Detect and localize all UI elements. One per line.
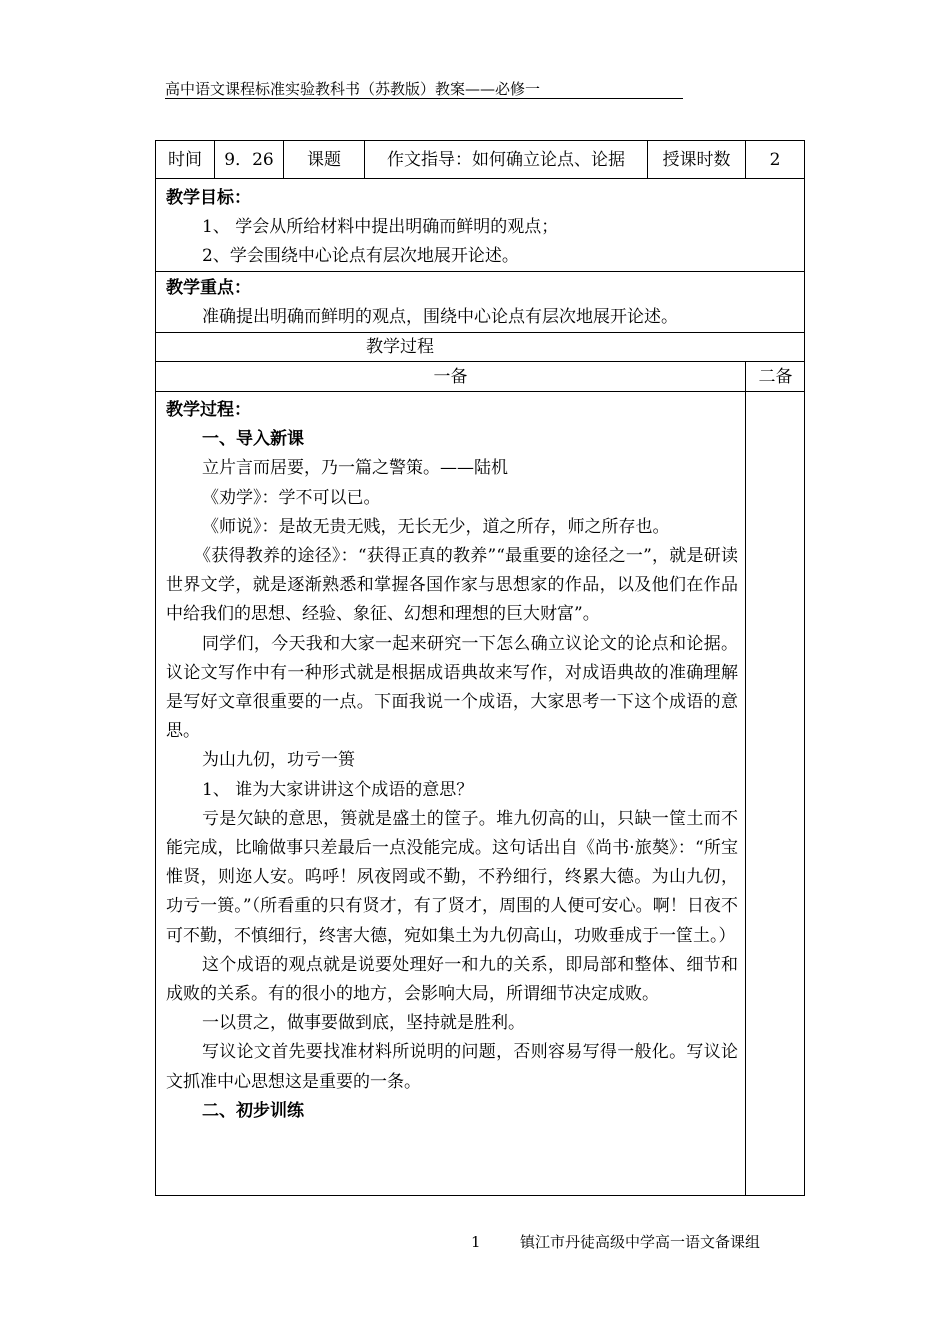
paragraph: 为山九仞，功亏一篑	[202, 750, 355, 771]
hours-value: 2	[769, 150, 781, 170]
meta-row	[155, 140, 805, 179]
topic-label: 课题	[284, 141, 365, 179]
process-content	[166, 396, 738, 1126]
paragraph: 立片言而居要，乃一篇之警策。——陆机	[202, 458, 508, 479]
column-divider	[745, 392, 746, 1195]
footer-org: 镇江市丹徒高级中学高一语文备课组	[520, 1233, 761, 1251]
process-heading: 教学过程：	[166, 400, 251, 420]
keypoints-text: 准确提出明确而鲜明的观点，围绕中心论点有层次地展开论述。	[202, 307, 678, 327]
hours-label: 授课时数	[648, 141, 746, 179]
paragraph: 一以贯之，做事要做到底，坚持就是胜利。	[202, 1013, 525, 1034]
objectives-heading: 教学目标：	[166, 188, 251, 208]
objective-item: 1、 学会从所给材料中提出明确而鲜明的观点；	[202, 217, 559, 237]
section-heading: 一、导入新课	[202, 429, 304, 450]
time-value: 9．26	[215, 141, 284, 179]
objectives-section	[155, 178, 805, 272]
lesson-plan-table	[155, 140, 805, 1195]
paragraph: 《获得教养的途径》：“获得正真的教养”“最重要的途径之一”，就是研读世界文学，就是逐渐熟悉和掌握各国作家与思想家的作品，以及他们在作品中给我们的思想、经验、象征、幻想和理想的巨大财富”。	[166, 546, 738, 625]
page-number: 1	[471, 1233, 481, 1251]
paragraph: 《师说》：是故无贵无贱，无长无少，道之所存，师之所存也。	[202, 516, 670, 537]
column-first-prep: 一备	[433, 367, 468, 387]
paragraph: 同学们，今天我和大家一起来研究一下怎么确立议论文的论点和论据。议论文写作中有一种形式就是根据成语典故来写作，对成语典故的准确理解是写好文章很重要的一点。下面我说一个成语，大家思考一下这个成语的意思。	[166, 633, 738, 742]
columns-row	[155, 361, 805, 392]
keypoints-section	[155, 271, 805, 333]
paragraph: 这个成语的观点就是说要处理好一和九的关系，即局部和整体、细节和成败的关系。有的很小的地方，会影响大局，所谓细节决定成败。	[166, 954, 738, 1005]
paragraph: 亏是欠缺的意思，篑就是盛土的筐子。堆九仞高的山，只缺一筐土而不能完成，比喻做事只差最后一点没能完成。这句话出自《尚书·旅獒》：“所宝惟贤，则迩人安。呜呼！夙夜罔或不勤，不矜细行，终累大德。为山九仞，功亏一篑。”（所看重的只有贤才，有了贤才，周围的人便可安心。啊！日夜不可不勤，不慎细行，终害大德，宛如集土为九仞高山，功败垂成于一筐土。）	[166, 808, 738, 946]
process-title: 教学过程	[366, 337, 434, 357]
time-label: 时间	[156, 141, 215, 179]
paragraph: 《劝学》：学不可以已。	[202, 487, 381, 508]
keypoints-heading: 教学重点：	[166, 278, 251, 298]
process-body	[155, 391, 805, 1196]
section-heading: 二、初步训练	[202, 1100, 304, 1121]
paragraph: 写议论文首先要找准材料所说明的问题，否则容易写得一般化。写议论文抓准中心思想这是重要的一条。	[166, 1042, 738, 1092]
topic-value: 作文指导：如何确立论点、论据	[365, 141, 648, 179]
page-header: 高中语文课程标准实验教科书（苏教版）教案——必修一	[165, 80, 683, 99]
column-second-prep: 二备	[745, 362, 805, 392]
paragraph: 1、 谁为大家讲讲这个成语的意思？	[202, 779, 474, 800]
objective-item: 2、学会围绕中心论点有层次地展开论述。	[202, 246, 519, 266]
process-title-row	[155, 332, 805, 362]
